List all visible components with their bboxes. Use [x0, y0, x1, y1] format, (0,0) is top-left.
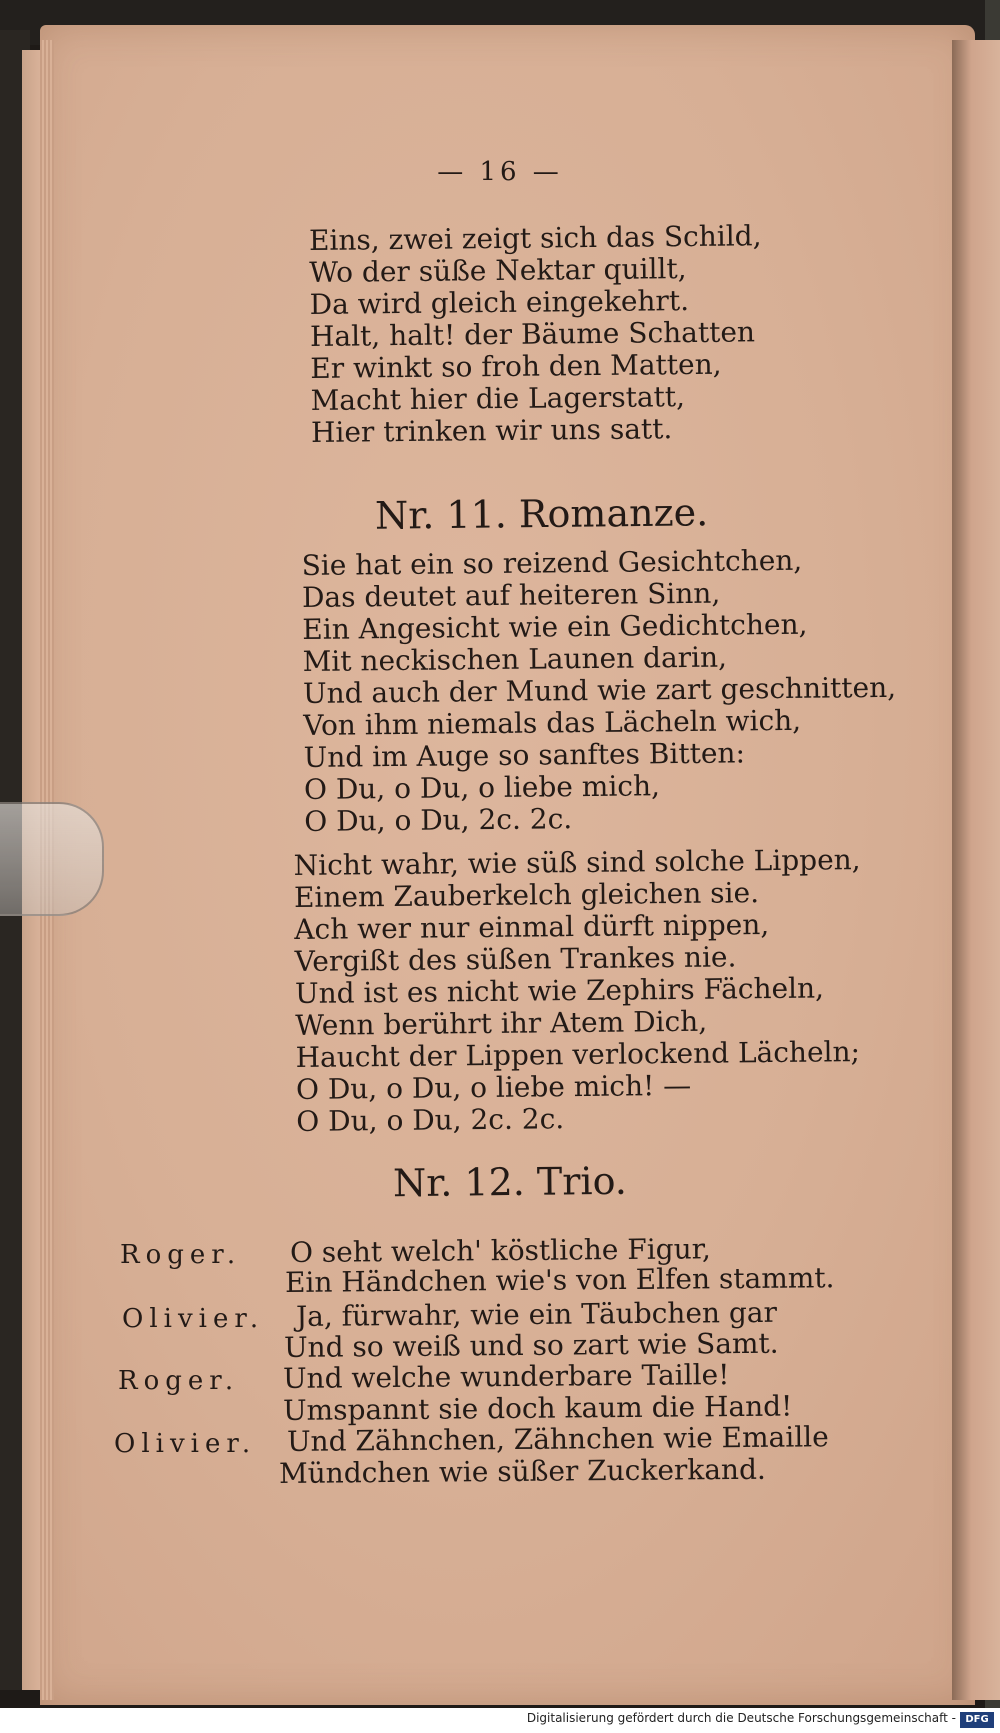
verse-line: Wo der süße Nektar quillt,	[309, 252, 687, 290]
verse-line: O Du, o Du, o liebe mich! —	[295, 1068, 692, 1106]
speaker-roger: Roger.	[118, 1366, 240, 1396]
verse-line: Ach wer nur einmal dürft nippen,	[294, 908, 770, 947]
plastic-page-clip	[0, 802, 104, 916]
verse-line: Ein Angesicht wie ein Gedichtchen,	[302, 607, 808, 647]
verse-line: Haucht der Lippen verlockend Lächeln;	[295, 1035, 861, 1074]
verse-line: Einem Zauberkelch gleichen sie.	[293, 876, 760, 915]
trio-line: O seht welch' köstliche Figur,	[289, 1232, 712, 1269]
page-number: — 16 —	[437, 157, 563, 187]
verse-line: Wenn berührt ihr Atem Dich,	[295, 1004, 708, 1042]
verse-line: Da wird gleich eingekehrt.	[309, 284, 690, 322]
verse-line: O Du, o Du, 2c. 2c.	[304, 802, 573, 838]
verse-line: O Du, o Du, o liebe mich,	[303, 769, 661, 806]
digitization-credit: Digitalisierung gefördert durch die Deutsche Forschungsgemeinschaft -	[526, 1711, 956, 1725]
verse-line: Das deutet auf heiteren Sinn,	[301, 576, 721, 615]
trio-line: Mündchen wie süßer Zuckerkand.	[278, 1452, 766, 1490]
verse-line: Macht hier die Lagerstatt,	[310, 380, 686, 417]
verse-line: Sie hat ein so reizend Gesichtchen,	[301, 543, 803, 583]
verse-line: Nicht wahr, wie süß sind solche Lippen,	[293, 843, 861, 883]
verse-line: Hier trinken wir uns satt.	[310, 412, 673, 449]
next-page-edge	[952, 40, 1000, 1700]
section-heading-trio: Nr. 12. Trio.	[392, 1158, 628, 1206]
speaker-roger: Roger.	[120, 1240, 242, 1270]
stanza-1	[309, 220, 764, 449]
trio-line: Und so weiß und so zart wie Samt.	[283, 1326, 779, 1364]
verse-line: Halt, halt! der Bäume Schatten	[309, 315, 756, 353]
stanza-2	[301, 544, 897, 838]
verse-line: Von ihm niemals das Lächeln wich,	[303, 703, 802, 742]
verse-line: Vergißt des süßen Trankes nie.	[294, 940, 737, 979]
section-heading-romanze: Nr. 11. Romanze.	[374, 490, 709, 538]
speaker-olivier: Olivier.	[114, 1429, 257, 1459]
speaker-olivier: Olivier.	[122, 1304, 265, 1334]
trio-line: Umspannt sie doch kaum die Hand!	[282, 1389, 793, 1427]
trio-line: Ja, fürwahr, wie ein Täubchen gar	[295, 1295, 778, 1333]
trio-line: Und Zähnchen, Zähnchen wie Emaille	[286, 1420, 829, 1458]
verse-line: O Du, o Du, 2c. 2c.	[296, 1102, 565, 1138]
trio-line: Ein Händchen wie's von Elfen stammt.	[284, 1261, 835, 1299]
verse-line: Er winkt so froh den Matten,	[310, 347, 722, 385]
dfg-logo: DFG	[960, 1712, 994, 1728]
verse-line: Eins, zwei zeigt sich das Schild,	[308, 219, 762, 258]
verse-line: Und ist es nicht wie Zephirs Fächeln,	[294, 971, 825, 1010]
trio-line: Und welche wunderbare Taille!	[282, 1358, 730, 1395]
verse-line: Und auch der Mund wie zart geschnitten,	[302, 670, 897, 710]
stanza-3	[293, 844, 863, 1138]
verse-line: Mit neckischen Launen darin,	[302, 640, 728, 679]
verse-line: Und im Auge so sanftes Bitten:	[303, 736, 746, 774]
